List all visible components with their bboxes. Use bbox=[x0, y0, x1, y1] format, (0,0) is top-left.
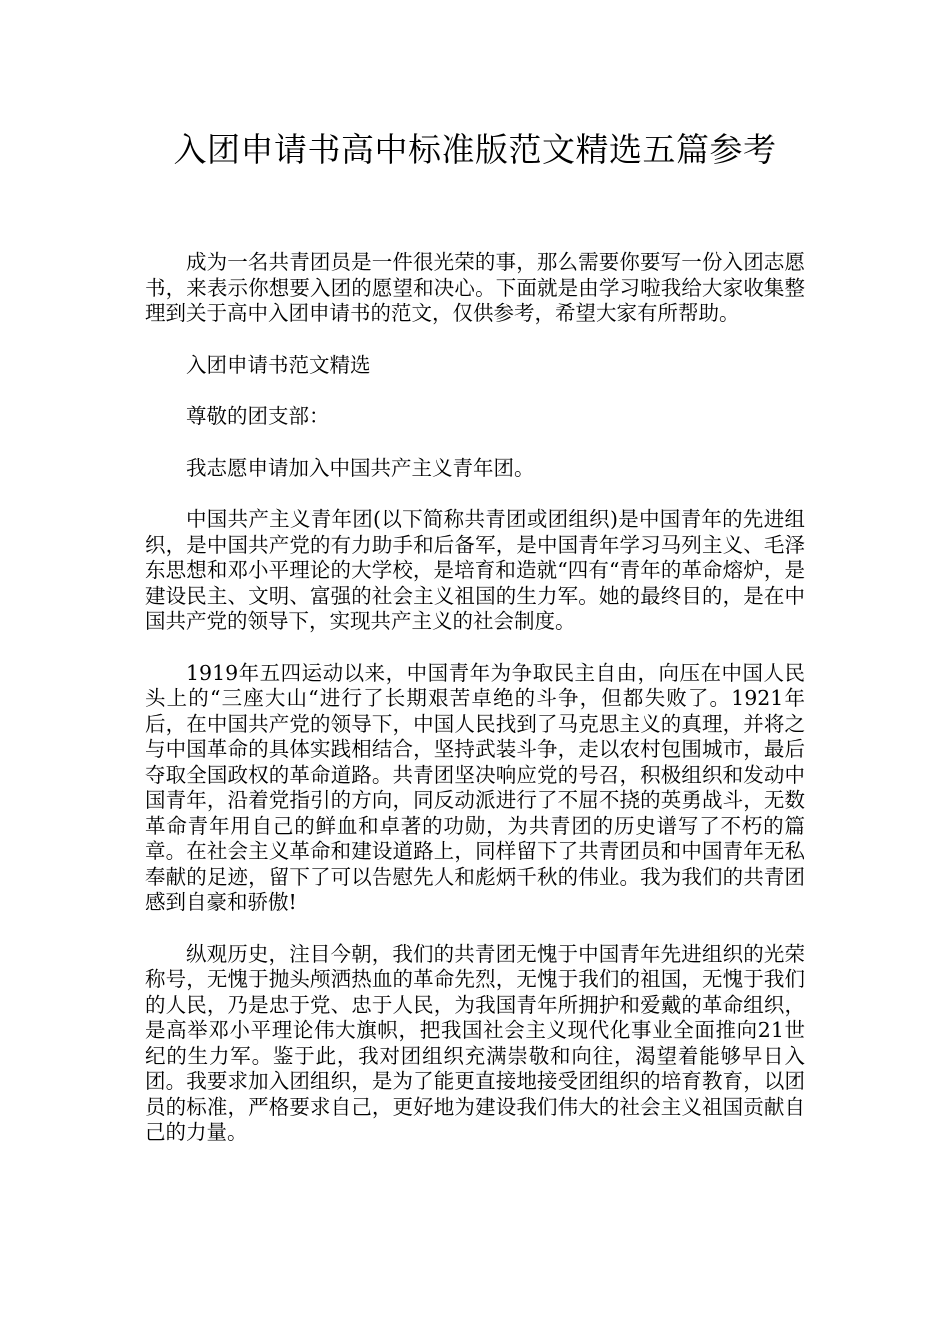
salutation: 尊敬的团支部： bbox=[186, 404, 330, 428]
body-paragraph: 中国共产主义青年团(以下简称共青团或团组织)是中国青年的先进组织，是中国共产党的有力助手和后备军，是中国青年学习马列主义、毛泽东思想和邓小平理论的大学校，是培育和造就“四有“青年的革命熔炉，是建设民主、文明、富强的社会主义祖国的生力军。她的最终目的，是在中国共产党的领导下，实现共产主义的社会制度。 bbox=[145, 507, 805, 633]
application-statement: 我志愿申请加入中国共产主义青年团。 bbox=[186, 455, 535, 480]
document-body bbox=[145, 250, 805, 1172]
section-heading: 入团申请书范文精选 bbox=[186, 352, 371, 377]
body-paragraph: 1919年五四运动以来，中国青年为争取民主自由，向压在中国人民头上的“三座大山“进行了长期艰苦卓绝的斗争，但都失败了。1921年后，在中国共产党的领导下，中国人民找到了马克思主义的真理，并将之与中国革命的具体实践相结合，坚持武装斗争，走以农村包围城市，最后夺取全国政权的革命道路。共青团坚决响应党的号召，积极组织和发动中国青年，沿着党指引的方向，同反动派进行了不屈不挠的英勇战斗，无数革命青年用自己的鲜血和卓著的功勋，为共青团的历史谱写了不朽的篇章。在社会主义革命和建设道路上，同样留下了共青团员和中国青年无私奉献的足迹，留下了可以告慰先人和彪炳千秋的伟业。我为我们的共青团感到自豪和骄傲! bbox=[145, 660, 805, 914]
intro-paragraph: 成为一名共青团员是一件很光荣的事，那么需要你要写一份入团志愿书，来表示你想要入团的愿望和决心。下面就是由学习啦我给大家收集整理到关于高中入团申请书的范文，仅供参考，希望大家有所帮助。 bbox=[145, 250, 805, 325]
document-title: 入团申请书高中标准版范文精选五篇参考 bbox=[173, 130, 777, 169]
body-paragraph: 纵观历史，注目今朝，我们的共青团无愧于中国青年先进组织的光荣称号，无愧于抛头颅洒热血的革命先烈，无愧于我们的祖国，无愧于我们的人民，乃是忠于党、忠于人民，为我国青年所拥护和爱戴的革命组织，是高举邓小平理论伟大旗帜，把我国社会主义现代化事业全面推向21世纪的生力军。鉴于此，我对团组织充满崇敬和向往，渴望着能够早日入团。我要求加入团组织，是为了能更直接地接受团组织的培育教育，以团员的标准，严格要求自己，更好地为建设我们伟大的社会主义祖国贡献自己的力量。 bbox=[145, 941, 805, 1144]
